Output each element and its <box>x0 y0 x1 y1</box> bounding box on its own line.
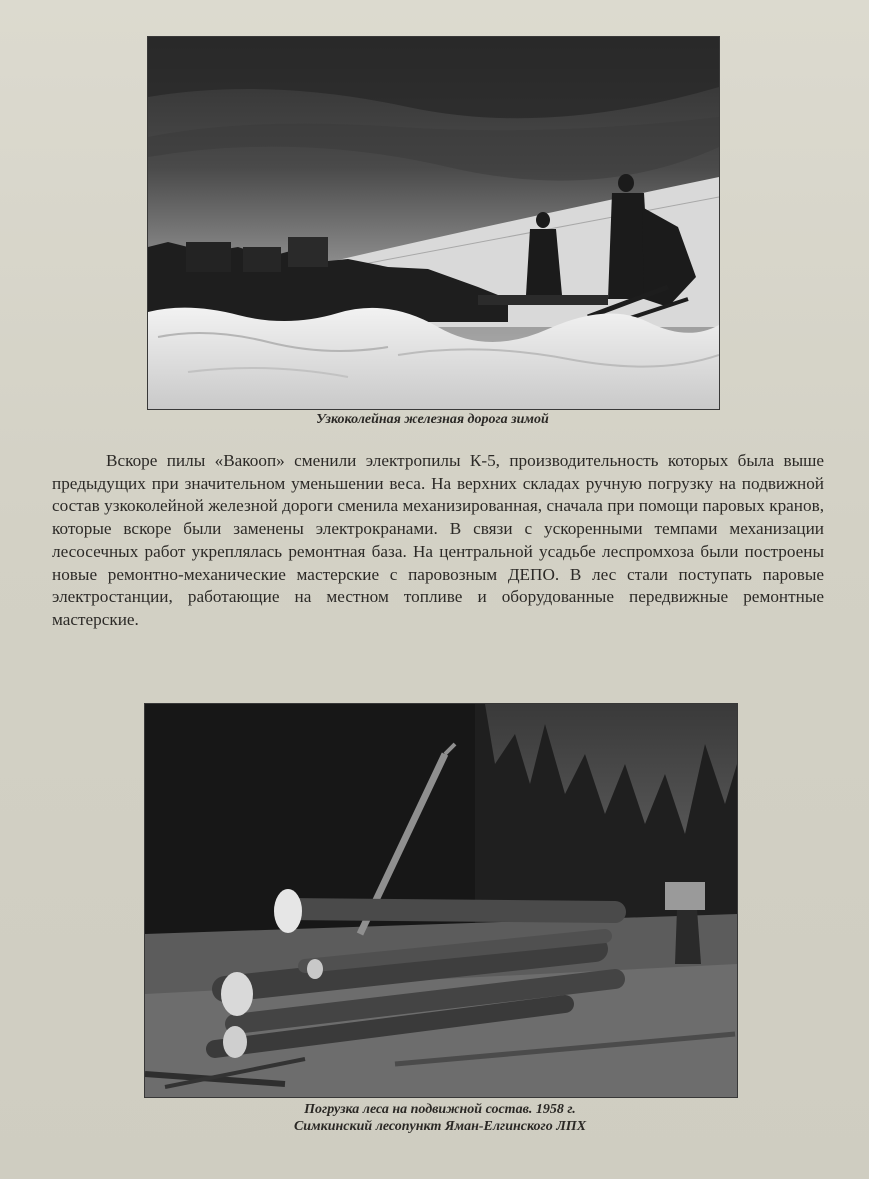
timber-loading-photo <box>144 703 738 1098</box>
winter-railway-photo <box>147 36 720 410</box>
caption-line: Симкинский лесопункт Яман-Елгинского ЛПХ <box>293 1119 587 1134</box>
figure-caption: Узкоколейная железная дорога зимой <box>316 412 549 427</box>
article-paragraph: Вскоре пилы «Вакооп» сменили электропилы К-5, производительность которых была выше предыдущих при значительном уменьшении веса. На верхних складах ручную погрузку на подвижной состав узкоколейной железной дороги сменила механизированная, сначала при помощи паровых кранов, которые вскоре были заменены электрокранами. В связи с ускоренными темпами механизации лесосечных работ укреплялась ремонтная база. На центральной усадьбе леспромхоза были построены новые ремонтно-механические мастерские с паровозным ДЕПО. В лес стали поступать паровые электростанции, работающие на местном топливе и оборудованные передвижные ремонтные мастерские. <box>52 451 824 629</box>
figure-caption-two <box>144 1101 736 1135</box>
caption-line: Погрузка леса на подвижной состав. 1958 г. <box>304 1102 576 1117</box>
